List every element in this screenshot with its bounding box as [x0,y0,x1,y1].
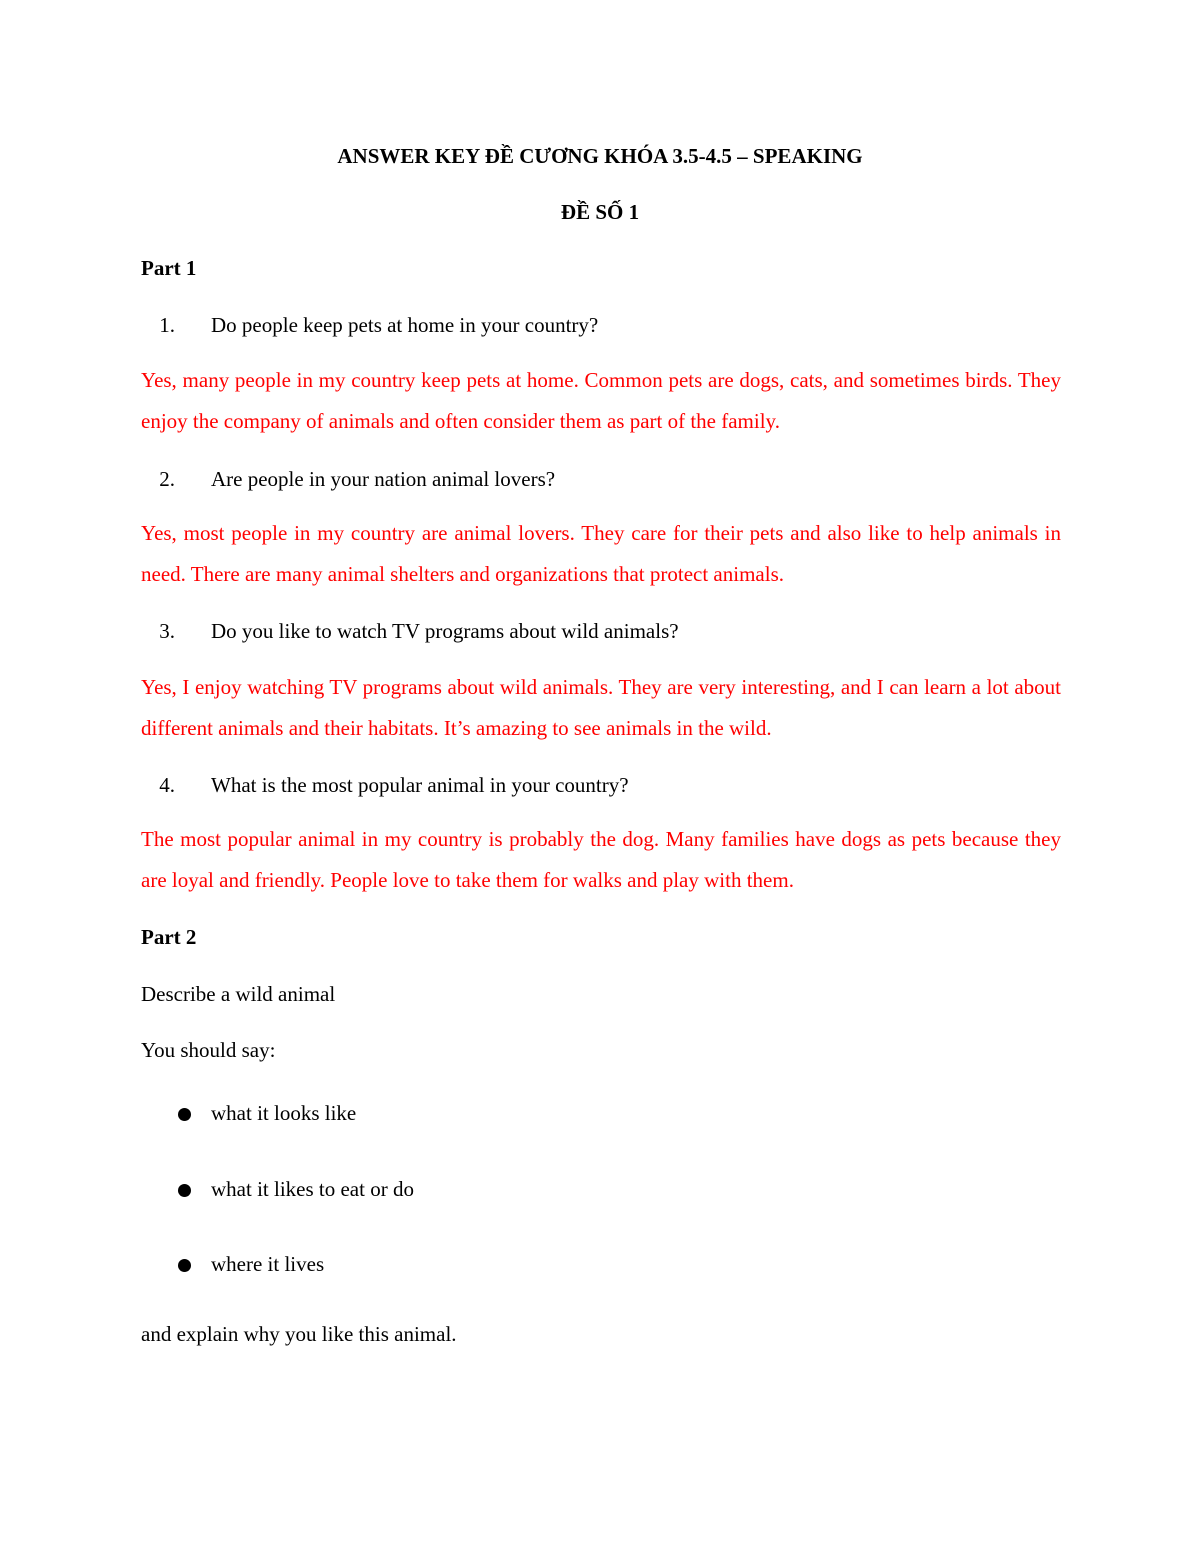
question-number: 1. [159,313,175,337]
question-4 [141,772,629,798]
answer-2: Yes, most people in my country are animal lovers. They care for their pets and also like to help animals in need. There are many animal shelters and organizations that protect animals. [141,521,1061,586]
question-text: Do you like to watch TV programs about wild animals? [211,619,679,643]
bullet-dot-icon [178,1259,191,1272]
question-2 [141,466,555,492]
answer-3: Yes, I enjoy watching TV programs about wild animals. They are very interesting, and I can learn a lot about different animals and their habitats. It’s amazing to see animals in the wild. [141,675,1061,740]
document-title: ANSWER KEY ĐỀ CƯƠNG KHÓA 3.5-4.5 – SPEAKING [337,144,863,168]
document-subtitle: ĐỀ SỐ 1 [560,200,640,224]
question-text: Are people in your nation animal lovers? [211,467,556,491]
question-text: Do people keep pets at home in your country? [211,313,599,337]
part2-closing: and explain why you like this animal. [141,1322,457,1346]
question-text: What is the most popular animal in your country? [211,773,629,797]
bullet-text: where it lives [211,1252,325,1276]
bullet-item [178,1176,414,1202]
question-3 [141,618,679,644]
question-number: 3. [159,619,175,643]
bullet-dot-icon [178,1108,191,1121]
part2-prompt: Describe a wild animal [141,982,336,1006]
question-1 [141,312,598,338]
answer-1: Yes, many people in my country keep pets at home. Common pets are dogs, cats, and sometimes birds. They enjoy the company of animals and often consider them as part of the family. [141,368,1061,433]
part1-heading: Part 1 [141,256,197,280]
bullet-item [178,1251,324,1277]
should-say-label: You should say: [141,1038,276,1062]
bullet-item [178,1100,356,1126]
bullet-text: what it looks like [211,1101,357,1125]
part2-heading: Part 2 [141,925,197,949]
answer-4: The most popular animal in my country is probably the dog. Many families have dogs as pets because they are loyal and friendly. People love to take them for walks and play with them. [141,827,1061,892]
question-number: 4. [159,773,175,797]
question-number: 2. [159,467,175,491]
bullet-dot-icon [178,1184,191,1197]
bullet-text: what it likes to eat or do [211,1177,414,1201]
